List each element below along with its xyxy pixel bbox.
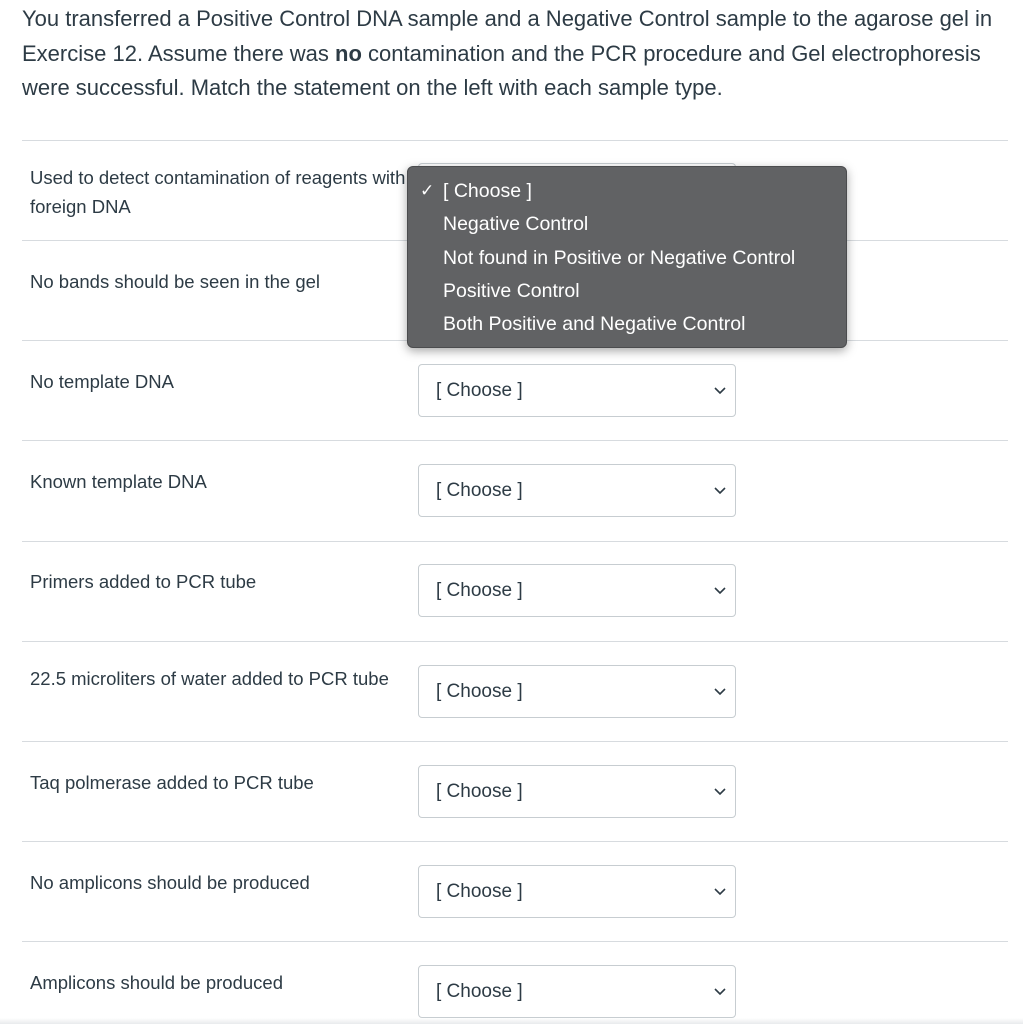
answer-select-9[interactable]	[418, 965, 736, 1018]
option-positive-control[interactable]: Positive Control	[443, 280, 580, 302]
select-value: [ Choose ]	[436, 680, 523, 702]
divider	[22, 941, 1008, 942]
answer-select-3[interactable]	[418, 364, 736, 417]
select-dropdown-menu	[407, 166, 847, 348]
select-value: [ Choose ]	[436, 379, 523, 401]
select-value: [ Choose ]	[436, 479, 523, 501]
select-value: [ Choose ]	[436, 980, 523, 1002]
option-both-controls[interactable]: Both Positive and Negative Control	[443, 313, 746, 335]
chevron-down-icon	[713, 386, 727, 396]
select-value: [ Choose ]	[436, 579, 523, 601]
question-text	[22, 2, 1012, 106]
statement-label: 22.5 microliters of water added to PCR tube	[30, 668, 389, 689]
answer-select-7[interactable]	[418, 765, 736, 818]
question-part1: You transferred a Positive Control DNA sample and a Negative Control sample to the agarose gel in Exercise 12. Assume there was	[22, 6, 993, 66]
answer-select-5[interactable]	[418, 564, 736, 617]
question-emphasis: no	[335, 40, 362, 66]
divider	[22, 440, 1008, 441]
answer-select-6[interactable]	[418, 665, 736, 718]
chevron-down-icon	[713, 586, 727, 596]
option-choose[interactable]: [ Choose ]	[443, 180, 532, 202]
divider	[22, 140, 1008, 141]
select-value: [ Choose ]	[436, 880, 523, 902]
chevron-down-icon	[713, 887, 727, 897]
statement-label: Amplicons should be produced	[30, 972, 283, 993]
statement-label: Known template DNA	[30, 471, 207, 492]
statement-label: Taq polmerase added to PCR tube	[30, 772, 314, 793]
select-value: [ Choose ]	[436, 780, 523, 802]
answer-select-8[interactable]	[418, 865, 736, 918]
statement-label: No template DNA	[30, 371, 174, 392]
statement-label: No bands should be seen in the gel	[30, 271, 321, 292]
chevron-down-icon	[713, 486, 727, 496]
statement-label: No amplicons should be produced	[30, 872, 310, 893]
divider	[22, 641, 1008, 642]
statement-label: Used to detect contamination of reagents with foreign DNA	[30, 167, 406, 217]
question-part2: contamination and the PCR procedure and Gel electrophoresis were successful. Match the statement on the left with each sample type.	[22, 40, 981, 100]
bottom-shadow	[0, 1018, 1023, 1024]
chevron-down-icon	[713, 687, 727, 697]
divider	[22, 841, 1008, 842]
option-negative-control[interactable]: Negative Control	[443, 213, 589, 235]
chevron-down-icon	[713, 787, 727, 797]
divider	[22, 541, 1008, 542]
statement-label: Primers added to PCR tube	[30, 571, 257, 592]
divider	[22, 741, 1008, 742]
option-not-found[interactable]: Not found in Positive or Negative Control	[443, 247, 796, 269]
checkmark-icon: ✓	[420, 181, 435, 200]
chevron-down-icon	[713, 987, 727, 997]
answer-select-4[interactable]	[418, 464, 736, 517]
